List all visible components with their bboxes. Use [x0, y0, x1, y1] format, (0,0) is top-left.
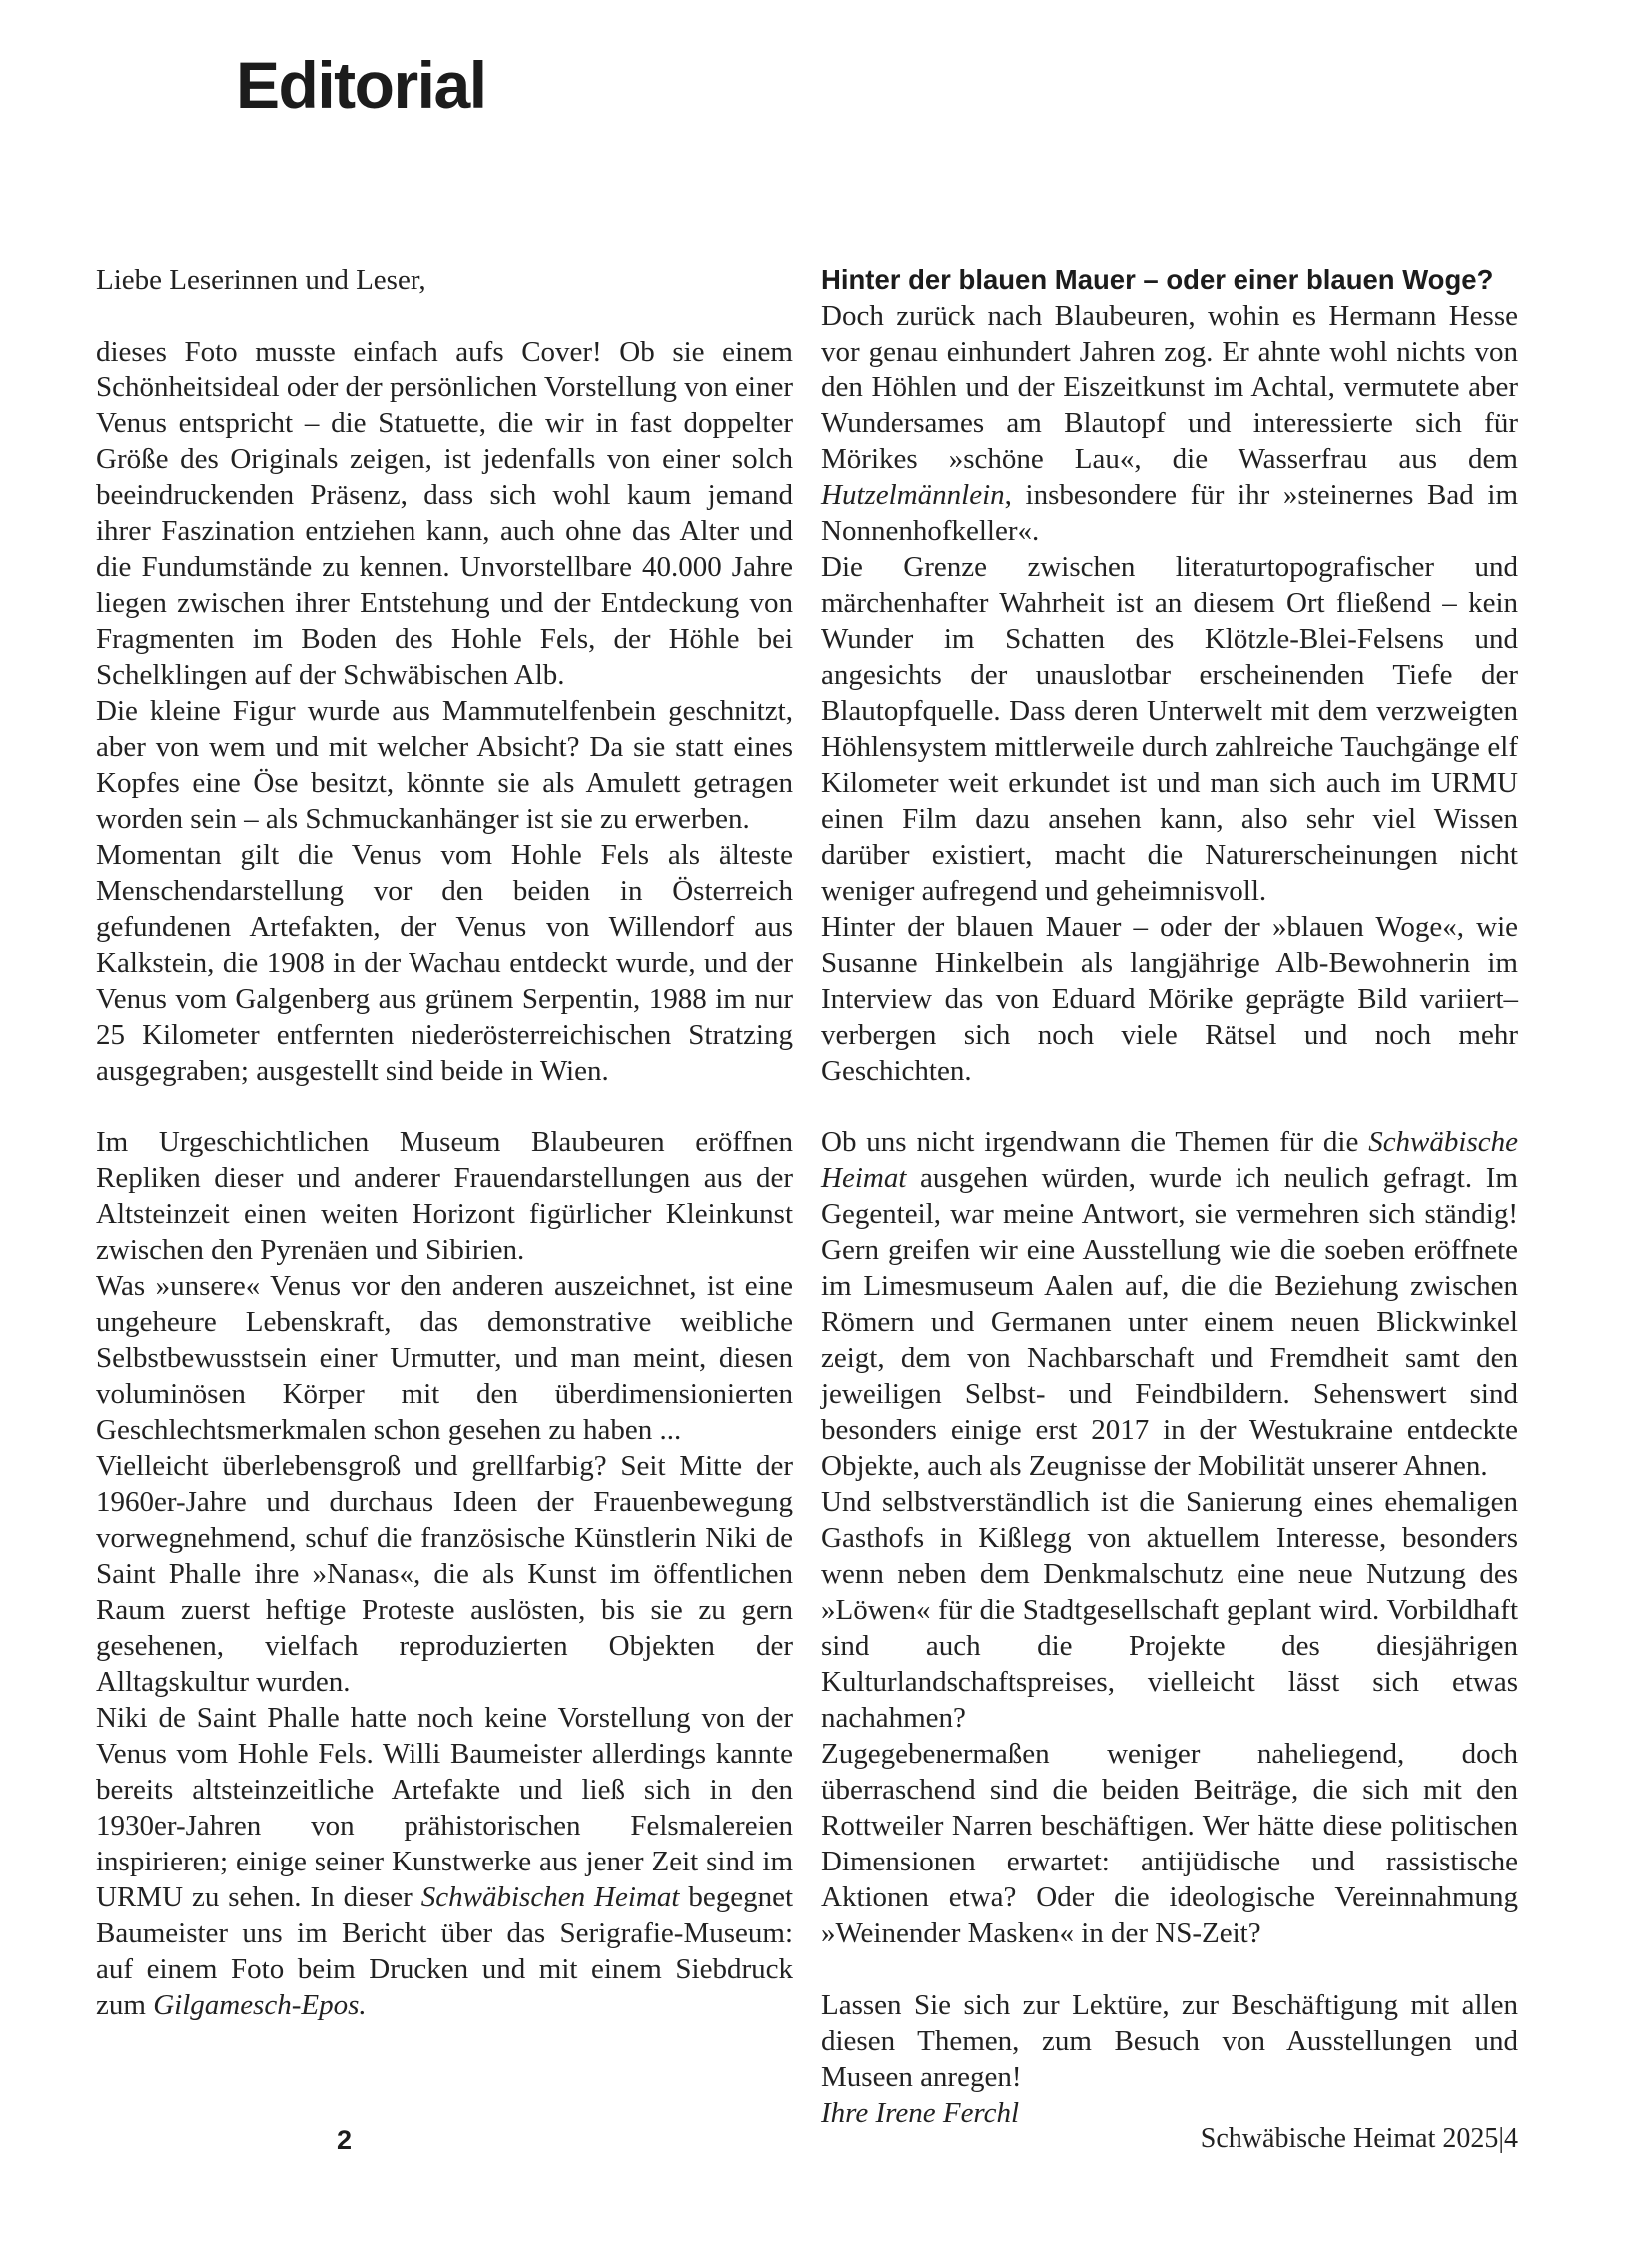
left-column — [96, 262, 793, 2023]
paragraph-spacer — [821, 1951, 1518, 1987]
signature: Ihre Irene Ferchl — [821, 2097, 1020, 2129]
paragraph: Und selbstverständlich ist die Sanierung eines ehemaligen Gasthofs in Kißlegg von aktuellem Interesse, besonders wenn neben dem Denkmalschutz eine neue Nutzung des »Löwen« für die Stadtgesellschaft geplant wird. Vorbildhaft sind auch die Projekte des diesjährigen Kulturlandschaftspreises, vielleicht lässt sich etwas nachahmen? — [821, 1486, 1518, 1734]
paragraph: Niki de Saint Phalle hatte noch keine Vorstellung von der Venus vom Hohle Fels. Willi Baumeister allerdings kannte bereits altsteinzeitliche Artefakte und ließ sich in den 1930er-Jahren von prähistorischen Felsmalereien inspirieren; einige seiner Kunstwerke aus jener Zeit sind im URMU zu sehen. In dieser Schwäbischen Heimat begegnet Baumeister uns im Bericht über das Serigrafie-Museum: auf einem Foto beim Drucken und mit einem Siebdruck zum Gilgamesch-Epos. — [96, 1702, 794, 2021]
right-column — [821, 262, 1518, 2131]
page-title: Editorial — [236, 48, 486, 122]
paragraph: Lassen Sie sich zur Lektüre, zur Beschäftigung mit allen diesen Themen, zum Besuch von Ausstellungen und Museen anregen! — [821, 1989, 1518, 2093]
paragraph: Im Urgeschichtlichen Museum Blaubeuren eröffnen Repliken dieser und anderer Frauendarstellungen aus der Altsteinzeit einen weiten Horizont figürlicher Kleinkunst zwischen den Pyrenäen und Sibirien. — [96, 1126, 793, 1266]
page-number: 2 — [337, 2125, 353, 2155]
paragraph: Zugegebenermaßen weniger naheliegend, doch überraschend sind die beiden Beiträge, die sich mit den Rottweiler Narren beschäftigen. Wer hätte diese politischen Dimensionen erwartet: antijüdische und rassistische Aktionen etwa? Oder die ideologische Vereinnahmung »Weinender Masken« in der NS-Zeit? — [821, 1738, 1518, 1949]
paragraph-spacer — [96, 298, 793, 334]
salutation: Liebe Leserinnen und Leser, — [96, 264, 426, 296]
paragraph-spacer — [821, 1089, 1518, 1124]
paragraph: Ob uns nicht irgendwann die Themen für die Schwäbische Heimat ausgehen würden, wurde ich neulich gefragt. Im Gegenteil, war meine Antwort, sie vermehren sich ständig! Gern greifen wir eine Ausstellung wie die soeben eröffnete im Limesmuseum Aalen auf, die die Beziehung zwischen Römern und Germanen unter einem neuen Blickwinkel zeigt, dem von Nachbarschaft und Fremdheit samt den jeweiligen Selbst- und Feindbildern. Sehenswert sind besonders einige erst 2017 in der Westukraine entdeckte Objekte, auch als Zeugnisse der Mobilität unserer Ahnen. — [821, 1126, 1518, 1482]
paragraph: Hinter der blauen Mauer – oder der »blauen Woge«, wie Susanne Hinkelbein als langjährige Alb-Bewohnerin im Interview das von Eduard Mörike geprägte Bild variiert– verbergen sich noch viele Rätsel und noch mehr Geschichten. — [821, 911, 1518, 1087]
paragraph: dieses Foto musste einfach aufs Cover! Ob sie einem Schönheitsideal oder der persönlichen Vorstellung von einer Venus entspricht – die Statuette, die wir in fast doppelter Größe des Originals zeigen, ist jedenfalls von einer solch beeindruckenden Präsenz, dass sich wohl kaum jemand ihrer Faszination entziehen kann, auch ohne das Alter und die Fundumstände zu kennen. Unvorstellbare 40.000 Jahre liegen zwischen ihrer Entstehung und der Entdeckung von Fragmenten im Boden des Hohle Fels, der Höhle bei Schelklingen auf der Schwäbischen Alb. — [96, 336, 793, 691]
journal-issue-label: Schwäbische Heimat 2025|4 — [1200, 2123, 1518, 2154]
paragraph: Die kleine Figur wurde aus Mammutelfenbein geschnitzt, aber von wem und mit welcher Absicht? Da sie statt eines Kopfes eine Öse besitzt, könnte sie als Amulett getragen worden sein – als Schmuckanhänger ist sie zu erwerben. — [96, 695, 793, 835]
paragraph: Doch zurück nach Blaubeuren, wohin es Hermann Hesse vor genau einhundert Jahren zog. Er ahnte wohl nichts von den Höhlen und der Eiszeitkunst im Achtal, vermutete aber Wundersames am Blautopf und interessierte sich für Mörikes »schöne Lau«, die Wasserfrau aus dem Hutzelmännlein, insbesondere für ihr »steinernes Bad im Nonnenhofkeller«. — [821, 300, 1518, 547]
two-column-text — [96, 262, 1518, 2131]
paragraph-spacer — [96, 1089, 793, 1124]
paragraph: Die Grenze zwischen literaturtopografischer und märchenhafter Wahrheit ist an diesem Ort fließend – kein Wunder im Schatten des Klötzle-Blei-Felsens und angesichts der unauslotbar erscheinenden Tiefe der Blautopfquelle. Dass deren Unterwelt mit dem verzweigten Höhlensystem mittlerweile durch zahlreiche Tauchgänge elf Kilometer weit erkundet ist und man sich auch im URMU einen Film dazu ansehen kann, also sehr viel Wissen darüber existiert, macht die Naturerscheinungen nicht weniger aufregend und geheimnisvoll. — [821, 551, 1518, 907]
paragraph: Was »unsere« Venus vor den anderen auszeichnet, ist eine ungeheure Lebenskraft, das demonstrative weibliche Selbstbewusstsein einer Urmutter, und man meint, diesen voluminösen Körper mit den überdimensionierten Geschlechtsmerkmalen schon gesehen zu haben ... — [96, 1270, 793, 1446]
section-heading: Hinter der blauen Mauer – oder einer blauen Woge? — [821, 264, 1494, 295]
paragraph: Vielleicht überlebensgroß und grellfarbig? Seit Mitte der 1960er-Jahre und durchaus Ideen der Frauenbewegung vorwegnehmend, schuf die französische Künstlerin Niki de Saint Phalle ihre »Nanas«, die als Kunst im öffentlichen Raum zuerst heftige Proteste auslösten, bis sie zu gern gesehenen, vielfach reproduzierten Objekten der Alltagskultur wurden. — [96, 1450, 793, 1698]
paragraph: Momentan gilt die Venus vom Hohle Fels als älteste Menschendarstellung vor den beiden in Österreich gefundenen Artefakten, der Venus von Willendorf aus Kalkstein, die 1908 in der Wachau entdeckt wurde, und der Venus vom Galgenberg aus grünem Serpentin, 1988 im nur 25 Kilometer entfernten niederösterreichischen Stratzing ausgegraben; ausgestellt sind beide in Wien. — [96, 839, 793, 1087]
